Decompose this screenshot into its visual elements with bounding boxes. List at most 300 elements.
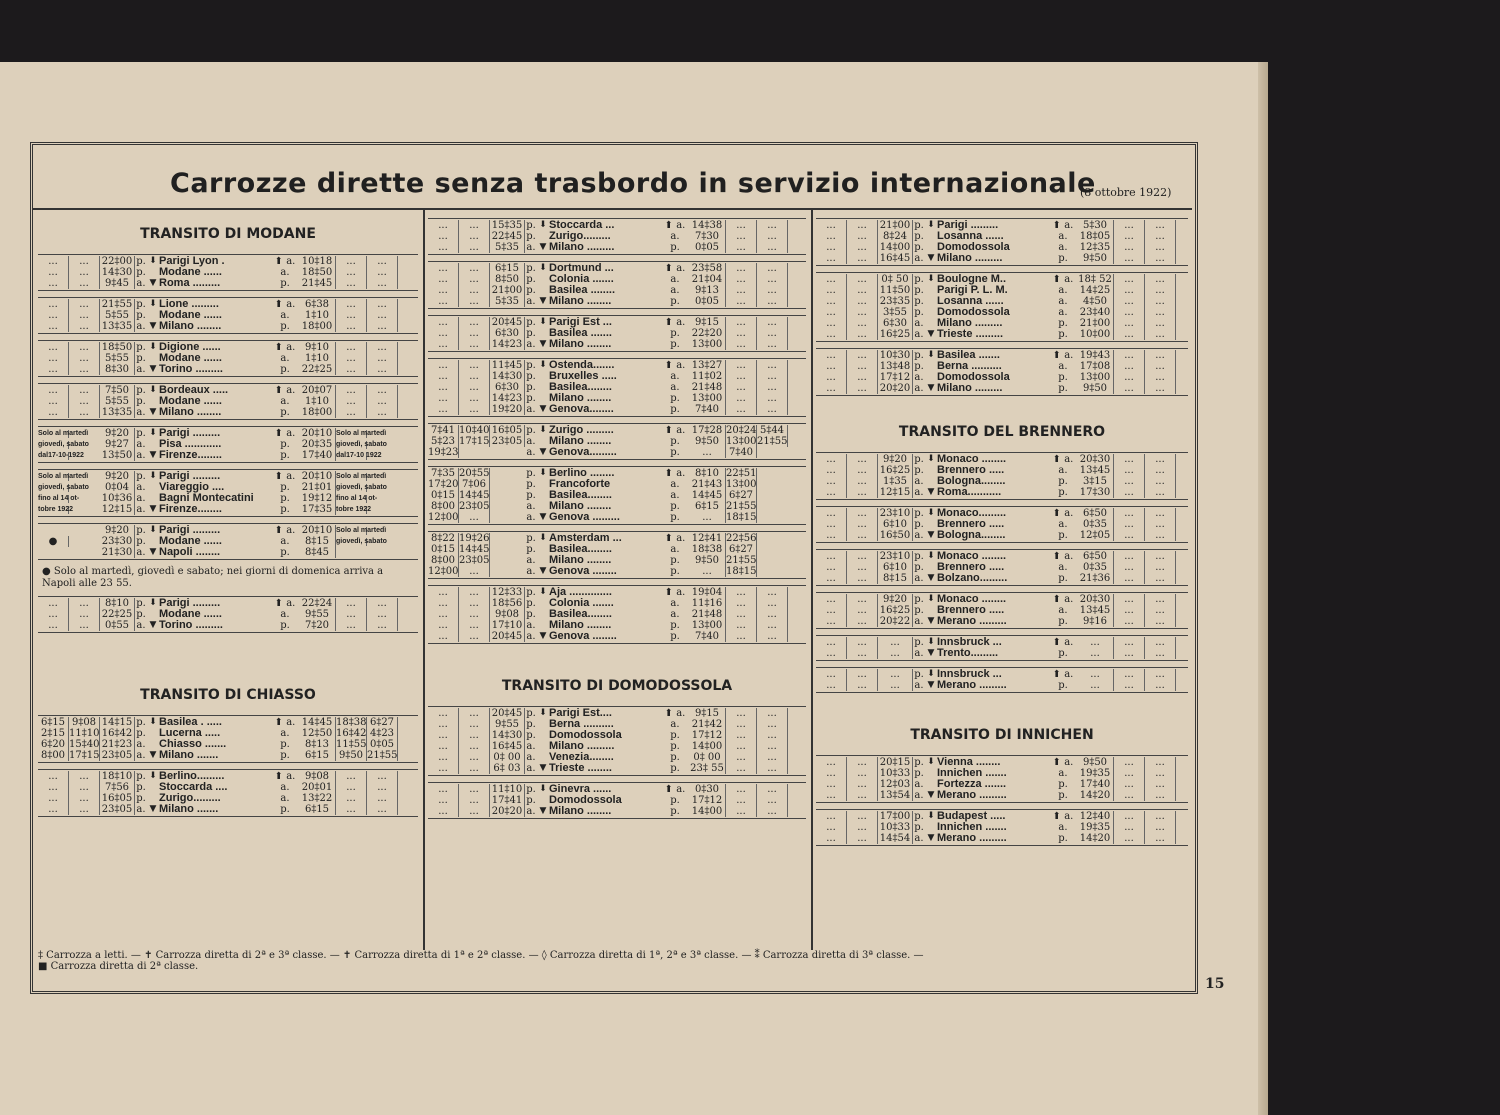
- station-name: Basilea . .....: [159, 716, 222, 728]
- time-cell: ...: [69, 310, 100, 321]
- time-cell: ...: [1114, 822, 1145, 833]
- time-cell: ...: [428, 719, 459, 730]
- station-name: Basilea .......: [549, 327, 612, 339]
- connection-row: [816, 307, 1188, 318]
- time-cell: 10‡18: [299, 256, 336, 267]
- station-name: Milano .........: [937, 252, 1003, 264]
- arr-dep-mark: p.: [136, 771, 146, 782]
- arr-dep-mark: p.: [670, 242, 680, 253]
- time-cell: ...: [847, 811, 878, 822]
- time-cell: 0‡30: [689, 784, 726, 795]
- time-cell: ...: [1114, 648, 1145, 659]
- time-cell: 9‡55: [299, 609, 336, 620]
- connection-row: [428, 763, 806, 774]
- arr-dep-mark: ⬆ a.: [1052, 454, 1074, 465]
- time-cell: ...: [38, 353, 69, 364]
- station-name: Modane ......: [159, 608, 222, 620]
- time-cell: 18‡00: [299, 407, 336, 418]
- time-cell: 0‡15: [428, 544, 459, 555]
- time-cell: 17‡41: [490, 795, 525, 806]
- time-cell: ...: [69, 771, 100, 782]
- station-name: Boulogne M..: [937, 273, 1007, 285]
- arr-dep-mark: a.: [670, 371, 680, 382]
- station-name: Domodossola: [549, 794, 622, 806]
- station-name: Napoli ........: [159, 546, 221, 558]
- time-cell: ...: [816, 307, 847, 318]
- time-cell: ...: [847, 253, 878, 264]
- direction-arrow-icon: ▼: [539, 296, 547, 306]
- connection-block: [428, 782, 806, 819]
- time-cell: ...: [459, 741, 490, 752]
- direction-arrow-icon: ⬇: [149, 256, 157, 266]
- time-cell: 20‡07: [299, 385, 336, 396]
- time-cell: 21‡42: [689, 719, 726, 730]
- arr-dep-mark: p.: [526, 479, 536, 490]
- time-cell: 20‡45: [490, 708, 525, 719]
- arr-dep-mark: ⬆ a.: [274, 385, 296, 396]
- time-cell: Solo al martedì: [38, 429, 89, 437]
- time-cell: ...: [847, 242, 878, 253]
- time-cell: 17‡40: [299, 450, 336, 461]
- time-cell: ...: [847, 833, 878, 844]
- station-name: Brennero .....: [937, 604, 1005, 616]
- connection-row: [428, 490, 806, 501]
- station-name: Basilea........: [549, 543, 612, 555]
- time-cell: 14‡25: [1077, 285, 1114, 296]
- time-cell: 19‡35: [1077, 768, 1114, 779]
- connection-block: [38, 523, 418, 560]
- time-cell: 20‡45: [490, 317, 525, 328]
- direction-arrow-icon: ▼: [927, 648, 935, 658]
- time-cell: 7‡06: [459, 479, 490, 490]
- arr-dep-mark: ⬆ a.: [664, 425, 686, 436]
- arr-dep-mark: p.: [280, 439, 290, 450]
- connection-row: [428, 566, 806, 577]
- time-cell: ...: [428, 296, 459, 307]
- station-name: Basilea........: [549, 608, 612, 620]
- time-cell: ...: [816, 833, 847, 844]
- time-cell: 6‡30: [490, 328, 525, 339]
- direction-arrow-icon: ▼: [149, 750, 157, 760]
- time-cell: ...: [367, 385, 398, 396]
- direction-arrow-icon: ▼: [539, 806, 547, 816]
- arr-dep-mark: a.: [526, 741, 536, 752]
- connection-row: [428, 263, 806, 274]
- time-cell: ...: [847, 454, 878, 465]
- title-divider: [33, 208, 1192, 210]
- arr-dep-mark: p.: [136, 782, 146, 793]
- arr-dep-mark: a.: [670, 479, 680, 490]
- arr-dep-mark: a.: [136, 504, 146, 515]
- arr-dep-mark: a.: [914, 833, 924, 844]
- arr-dep-mark: a.: [136, 493, 146, 504]
- arr-dep-mark: a.: [280, 396, 290, 407]
- time-cell: 7‡40: [726, 447, 757, 458]
- time-cell: ...: [1145, 476, 1176, 487]
- connection-row: [816, 383, 1188, 394]
- time-cell: 21‡55: [757, 436, 788, 447]
- time-cell: ...: [69, 396, 100, 407]
- time-cell: ...: [1145, 454, 1176, 465]
- time-cell: 6‡50: [1077, 551, 1114, 562]
- time-cell: ...: [1145, 307, 1176, 318]
- time-cell: giovedì, sabato: [38, 483, 89, 491]
- time-cell: ...: [1077, 648, 1114, 659]
- time-cell: ...: [757, 328, 788, 339]
- time-cell: ...: [757, 730, 788, 741]
- time-cell: ...: [1145, 573, 1176, 584]
- time-cell: 0‡04: [100, 482, 135, 493]
- time-cell: ...: [726, 719, 757, 730]
- arr-dep-mark: ⬆ a.: [274, 771, 296, 782]
- station-name: Modane ......: [159, 266, 222, 278]
- time-cell: ...: [757, 296, 788, 307]
- arr-dep-mark: p.: [1058, 329, 1068, 340]
- station-name: Milano ........: [549, 619, 612, 631]
- station-name: Viareggio ....: [159, 481, 225, 493]
- arr-dep-mark: a.: [914, 372, 924, 383]
- section-heading: TRANSITO DI INNICHEN: [910, 727, 1094, 743]
- connection-block: [816, 549, 1188, 586]
- timetable-section: [428, 678, 806, 819]
- connection-block: [816, 348, 1188, 396]
- time-cell: 20‡35: [299, 439, 336, 450]
- time-cell: 0‡35: [1077, 519, 1114, 530]
- section-heading: TRANSITO DI CHIASSO: [140, 687, 316, 703]
- time-cell: 13‡35: [100, 407, 135, 418]
- connection-row: [38, 504, 418, 515]
- station-name: Bologna........: [937, 529, 1006, 541]
- timetable-section: [816, 424, 1188, 693]
- time-cell: ...: [726, 752, 757, 763]
- time-cell: 23‡05: [490, 436, 525, 447]
- arr-dep-mark: a.: [136, 407, 146, 418]
- time-cell: ...: [847, 562, 878, 573]
- time-cell: 10‡36: [100, 493, 135, 504]
- connection-row: [428, 609, 806, 620]
- arr-dep-mark: p.: [670, 447, 680, 458]
- time-cell: 21‡45: [299, 278, 336, 289]
- time-cell: ...: [367, 299, 398, 310]
- time-cell: ...: [1145, 329, 1176, 340]
- direction-arrow-icon: ⬇: [149, 385, 157, 395]
- time-cell: 1‡35: [878, 476, 913, 487]
- time-cell: ...: [847, 790, 878, 801]
- connection-row: [428, 425, 806, 436]
- time-cell: ...: [38, 793, 69, 804]
- direction-arrow-icon: ⬇: [539, 784, 547, 794]
- station-name: Innichen .......: [937, 767, 1007, 779]
- time-cell: ...: [757, 404, 788, 415]
- connection-block: [38, 596, 418, 633]
- time-cell: 14‡45: [459, 490, 490, 501]
- time-cell: 7‡40: [689, 404, 726, 415]
- time-cell: ...: [757, 231, 788, 242]
- direction-arrow-icon: ⬇: [539, 360, 547, 370]
- time-cell: 19‡04: [689, 587, 726, 598]
- connection-row: [816, 648, 1188, 659]
- station-name: Genova........: [549, 403, 614, 415]
- arr-dep-mark: a.: [1058, 285, 1068, 296]
- connection-row: [428, 479, 806, 490]
- connection-row: [428, 741, 806, 752]
- time-cell: ...: [336, 256, 367, 267]
- time-cell: 20‡20: [878, 383, 913, 394]
- time-cell: 7‡41: [428, 425, 459, 436]
- connection-row: [816, 616, 1188, 627]
- time-cell: 16‡50: [878, 530, 913, 541]
- time-cell: 20‡10: [299, 471, 336, 482]
- time-cell: 3‡15: [1077, 476, 1114, 487]
- arr-dep-mark: a.: [280, 793, 290, 804]
- time-cell: ...: [726, 730, 757, 741]
- time-cell: 8‡15: [299, 536, 336, 547]
- station-name: Domodossola: [549, 729, 622, 741]
- station-name: Parigi .........: [159, 597, 221, 609]
- direction-arrow-icon: ▼: [927, 487, 935, 497]
- time-cell: 17‡12: [878, 372, 913, 383]
- connection-row: [38, 739, 418, 750]
- station-name: Domodossola: [937, 371, 1010, 383]
- time-cell: 6‡15: [38, 717, 69, 728]
- time-cell: ...: [1114, 530, 1145, 541]
- time-cell: 14‡45: [299, 717, 336, 728]
- time-cell: 23‡10: [878, 508, 913, 519]
- timetable-section: [816, 218, 1188, 396]
- edition-date: (8 ottobre 1922): [1080, 186, 1172, 199]
- arr-dep-mark: p.: [914, 519, 924, 530]
- arr-dep-mark: ⬆ a.: [664, 533, 686, 544]
- time-cell: ...: [69, 267, 100, 278]
- time-cell: 14‡00: [878, 242, 913, 253]
- arr-dep-mark: p.: [526, 382, 536, 393]
- time-cell: ...: [336, 364, 367, 375]
- time-cell: 9‡50: [689, 555, 726, 566]
- time-cell: 12‡50: [299, 728, 336, 739]
- time-cell: 19‡35: [1077, 822, 1114, 833]
- station-name: Milano ........: [549, 554, 612, 566]
- time-cell: 14‡15: [100, 717, 135, 728]
- time-cell: 13‡45: [1077, 605, 1114, 616]
- arr-dep-mark: a.: [136, 482, 146, 493]
- time-cell: ...: [1145, 465, 1176, 476]
- direction-arrow-icon: ▼: [927, 833, 935, 843]
- time-cell: ...: [1114, 253, 1145, 264]
- time-cell: ...: [1114, 605, 1145, 616]
- time-cell: ...: [459, 763, 490, 774]
- time-cell: ...: [726, 382, 757, 393]
- direction-arrow-icon: ⬇: [927, 594, 935, 604]
- time-cell: ...: [428, 404, 459, 415]
- station-name: Genova .........: [549, 511, 620, 523]
- time-cell: 11‡55: [336, 739, 367, 750]
- time-cell: 9‡50: [1077, 383, 1114, 394]
- arr-dep-mark: ⬆ a.: [274, 471, 296, 482]
- station-name: Milano ........: [549, 805, 612, 817]
- arr-dep-mark: p.: [914, 350, 924, 361]
- arr-dep-mark: p.: [526, 708, 536, 719]
- station-name: Milano ........: [159, 406, 222, 418]
- connection-block: [816, 218, 1188, 266]
- arr-dep-mark: p.: [914, 669, 924, 680]
- connection-row: [816, 833, 1188, 844]
- time-cell: ...: [816, 454, 847, 465]
- connection-block: [428, 423, 806, 460]
- time-cell: 4‡50: [1077, 296, 1114, 307]
- time-cell: 6‡30: [490, 382, 525, 393]
- time-cell: 17‡15: [459, 436, 490, 447]
- arr-dep-mark: p.: [914, 231, 924, 242]
- time-cell: ...: [726, 598, 757, 609]
- arr-dep-mark: a.: [914, 253, 924, 264]
- time-cell: ...: [1145, 519, 1176, 530]
- station-name: Roma .........: [159, 277, 221, 289]
- connection-row: [428, 242, 806, 253]
- arr-dep-mark: p.: [136, 299, 146, 310]
- direction-arrow-icon: ⬇: [539, 317, 547, 327]
- arr-dep-mark: a.: [280, 353, 290, 364]
- time-cell: ...: [816, 768, 847, 779]
- time-cell: ...: [336, 299, 367, 310]
- time-cell: 13‡35: [100, 321, 135, 332]
- time-cell: tobre 1922: [38, 505, 74, 513]
- time-cell: 8‡22: [428, 533, 459, 544]
- time-cell: ...: [1145, 318, 1176, 329]
- time-cell: ...: [367, 321, 398, 332]
- station-name: Lucerna .....: [159, 727, 221, 739]
- connection-block: [38, 426, 418, 463]
- connection-row: [428, 708, 806, 719]
- station-name: Basilea .......: [937, 349, 1000, 361]
- arr-dep-mark: p.: [914, 508, 924, 519]
- direction-arrow-icon: ⬇: [149, 299, 157, 309]
- time-cell: 16‡25: [878, 329, 913, 340]
- time-cell: 12‡40: [1077, 811, 1114, 822]
- time-cell: ...: [69, 256, 100, 267]
- arr-dep-mark: a.: [136, 364, 146, 375]
- time-cell: ...: [816, 757, 847, 768]
- time-cell: 22‡20: [689, 328, 726, 339]
- time-cell: ...: [878, 669, 913, 680]
- time-cell: ...: [367, 407, 398, 418]
- arr-dep-mark: p.: [526, 317, 536, 328]
- arr-dep-mark: a.: [136, 278, 146, 289]
- station-name: Berlino.........: [159, 770, 225, 782]
- time-cell: 23‡30: [100, 536, 135, 547]
- arr-dep-mark: p.: [1058, 253, 1068, 264]
- time-cell: 0‡05: [367, 739, 398, 750]
- arr-dep-mark: a.: [280, 536, 290, 547]
- time-cell: ...: [726, 328, 757, 339]
- direction-arrow-icon: ⬇: [149, 598, 157, 608]
- connection-row: [816, 790, 1188, 801]
- time-cell: ...: [1114, 350, 1145, 361]
- time-cell: ...: [1114, 329, 1145, 340]
- time-cell: ...: [459, 328, 490, 339]
- time-cell: ...: [336, 396, 367, 407]
- arr-dep-mark: a.: [914, 329, 924, 340]
- arr-dep-mark: a.: [526, 339, 536, 350]
- arr-dep-mark: p.: [526, 784, 536, 795]
- arr-dep-mark: p.: [526, 328, 536, 339]
- arr-dep-mark: a.: [526, 512, 536, 523]
- arr-dep-mark: p.: [670, 404, 680, 415]
- time-cell: ...: [38, 385, 69, 396]
- connection-row: [428, 587, 806, 598]
- connection-row: [428, 555, 806, 566]
- time-cell: 6‡15: [299, 804, 336, 815]
- time-cell: 7‡40: [689, 631, 726, 642]
- connection-row: [38, 310, 418, 321]
- station-name: Merano .........: [937, 615, 1007, 627]
- time-cell: ...: [816, 605, 847, 616]
- time-cell: ...: [1114, 833, 1145, 844]
- time-cell: 1‡10: [299, 353, 336, 364]
- connection-row: [816, 476, 1188, 487]
- arr-dep-mark: p.: [670, 393, 680, 404]
- time-cell: ...: [726, 784, 757, 795]
- time-cell: ...: [757, 598, 788, 609]
- time-cell: 5‡55: [100, 353, 135, 364]
- arr-dep-mark: p.: [914, 757, 924, 768]
- connection-row: [428, 598, 806, 609]
- time-cell: ...: [1145, 648, 1176, 659]
- arr-dep-mark: ⬆ a.: [664, 263, 686, 274]
- connection-row: [428, 274, 806, 285]
- time-cell: 9‡50: [1077, 757, 1114, 768]
- arr-dep-mark: a.: [1058, 465, 1068, 476]
- arr-dep-mark: p.: [670, 296, 680, 307]
- time-cell: ...: [1114, 508, 1145, 519]
- station-name: Firenze........: [159, 449, 222, 461]
- arr-dep-mark: p.: [280, 278, 290, 289]
- time-cell: ...: [726, 631, 757, 642]
- time-cell: 8‡10: [689, 468, 726, 479]
- legend: [38, 950, 1188, 972]
- time-cell: 9‡13: [689, 285, 726, 296]
- station-name: Parigi P. L. M.: [937, 284, 1008, 296]
- time-cell: ...: [428, 285, 459, 296]
- time-cell: ...: [847, 231, 878, 242]
- arr-dep-mark: p.: [1058, 476, 1068, 487]
- station-name: Berna ..........: [549, 718, 614, 730]
- time-cell: ...: [847, 669, 878, 680]
- arr-dep-mark: a.: [914, 318, 924, 329]
- direction-arrow-icon: ⬇: [927, 350, 935, 360]
- time-cell: 23‡05: [100, 804, 135, 815]
- arr-dep-mark: a.: [526, 763, 536, 774]
- time-cell: 18‡ 52: [1077, 274, 1114, 285]
- arr-dep-mark: a.: [670, 231, 680, 242]
- time-cell: ...: [757, 339, 788, 350]
- connection-block: [38, 769, 418, 817]
- time-cell: ...: [1114, 757, 1145, 768]
- time-cell: 23‡10: [878, 551, 913, 562]
- section-heading: TRANSITO DI DOMODOSSOLA: [501, 678, 733, 694]
- station-name: Ostenda.......: [549, 359, 615, 371]
- time-cell: ...: [816, 616, 847, 627]
- station-name: Milano .........: [549, 740, 615, 752]
- time-cell: 9‡08: [490, 609, 525, 620]
- time-cell: 20‡10: [299, 525, 336, 536]
- direction-arrow-icon: ⬇: [539, 468, 547, 478]
- time-cell: ...: [428, 587, 459, 598]
- time-cell: 0‡ 00: [689, 752, 726, 763]
- connection-row: [816, 573, 1188, 584]
- time-cell: 14‡38: [689, 220, 726, 231]
- arr-dep-mark: ⬆ a.: [664, 587, 686, 598]
- column-middle: [428, 212, 806, 825]
